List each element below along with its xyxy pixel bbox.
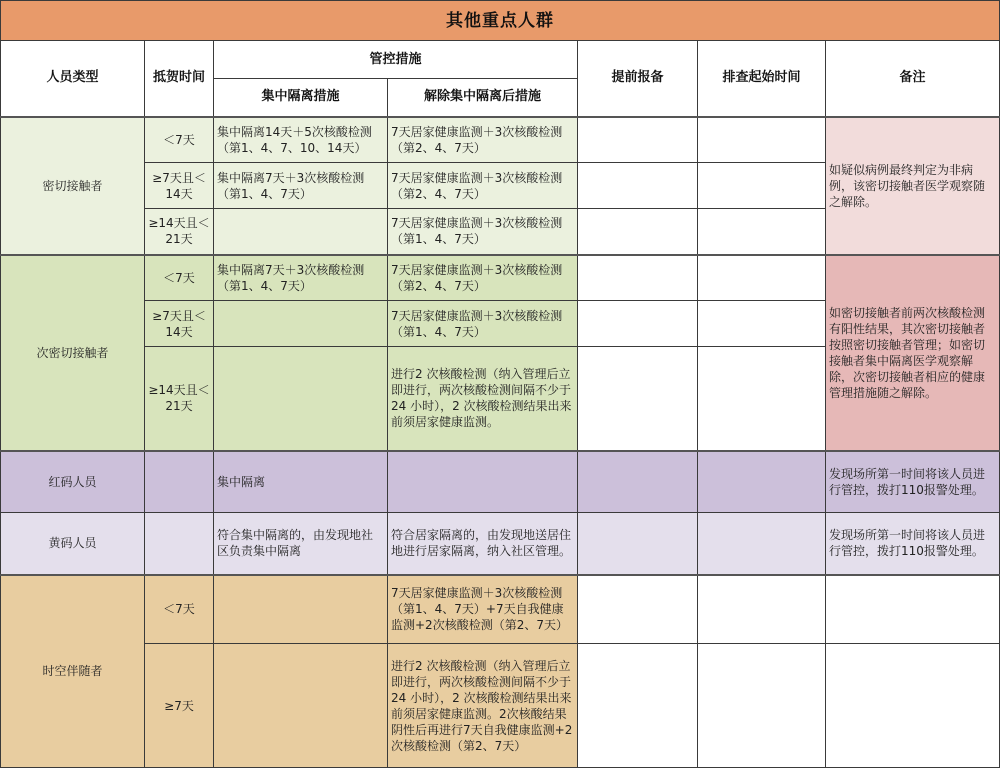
- advance-report-cell: [578, 451, 698, 513]
- header-after-release: 解除集中隔离后措施: [388, 79, 578, 117]
- arrival-time-cell: ≥7天且＜14天: [145, 163, 214, 209]
- remark-cell: [826, 644, 1000, 768]
- isolation-cell: 集中隔离7天＋3次核酸检测（第1、4、7天）: [214, 255, 388, 301]
- isolation-cell: [214, 209, 388, 255]
- after-release-cell: 7天居家健康监测＋3次核酸检测（第2、4、7天）: [388, 255, 578, 301]
- screening-start-cell: [698, 513, 826, 575]
- after-release-cell: 7天居家健康监测＋3次核酸检测（第1、4、7天）: [388, 301, 578, 347]
- advance-report-cell: [578, 347, 698, 451]
- after-release-cell: 进行2 次核酸检测（纳入管理后立即进行，两次核酸检测间隔不少于 24 小时），2 次核酸检测结果出来前须居家健康监测。: [388, 347, 578, 451]
- arrival-time-cell: ＜7天: [145, 575, 214, 644]
- header-screening-start: 排查起始时间: [698, 41, 826, 117]
- screening-start-cell: [698, 451, 826, 513]
- remark-cell: 如疑似病例最终判定为非病例，该密切接触者医学观察随之解除。: [826, 117, 1000, 255]
- arrival-time-cell: [145, 513, 214, 575]
- table-row: [1, 513, 1000, 575]
- person-type-cell: 时空伴随者: [1, 575, 145, 768]
- person-type-cell: 密切接触者: [1, 117, 145, 255]
- arrival-time-cell: ≥14天且＜21天: [145, 209, 214, 255]
- table-row: [1, 451, 1000, 513]
- header-person-type: 人员类型: [1, 41, 145, 117]
- isolation-cell: 集中隔离7天＋3次核酸检测（第1、4、7天）: [214, 163, 388, 209]
- advance-report-cell: [578, 301, 698, 347]
- isolation-cell: [214, 644, 388, 768]
- advance-report-cell: [578, 117, 698, 163]
- arrival-time-cell: ≥7天且＜14天: [145, 301, 214, 347]
- advance-report-cell: [578, 209, 698, 255]
- person-type-cell: 黄码人员: [1, 513, 145, 575]
- after-release-cell: [388, 451, 578, 513]
- after-release-cell: 符合居家隔离的，由发现地送居住地进行居家隔离，纳入社区管理。: [388, 513, 578, 575]
- advance-report-cell: [578, 644, 698, 768]
- after-release-cell: 7天居家健康监测＋3次核酸检测（第1、4、7天）+7天自我健康监测+2次核酸检测（第2、7天）: [388, 575, 578, 644]
- table-row: [1, 255, 1000, 301]
- arrival-time-cell: ＜7天: [145, 117, 214, 163]
- remark-cell: 如密切接触者前两次核酸检测有阳性结果，其次密切接触者按照密切接触者管理；如密切接触者集中隔离医学观察解除，次密切接触者相应的健康管理措施随之解除。: [826, 255, 1000, 451]
- remark-cell: 发现场所第一时间将该人员进行管控，拨打110报警处理。: [826, 451, 1000, 513]
- screening-start-cell: [698, 347, 826, 451]
- screening-start-cell: [698, 301, 826, 347]
- table-title: 其他重点人群: [1, 1, 1000, 41]
- header-arrival-time: 抵贺时间: [145, 41, 214, 117]
- table-row: [1, 575, 1000, 644]
- advance-report-cell: [578, 255, 698, 301]
- isolation-cell: [214, 575, 388, 644]
- after-release-cell: 7天居家健康监测＋3次核酸检测（第1、4、7天）: [388, 209, 578, 255]
- person-type-cell: 红码人员: [1, 451, 145, 513]
- isolation-cell: 集中隔离14天＋5次核酸检测（第1、4、7、10、14天）: [214, 117, 388, 163]
- isolation-cell: 集中隔离: [214, 451, 388, 513]
- arrival-time-cell: ≥14天且＜21天: [145, 347, 214, 451]
- screening-start-cell: [698, 575, 826, 644]
- arrival-time-cell: [145, 451, 214, 513]
- table-row: [1, 117, 1000, 163]
- after-release-cell: 7天居家健康监测＋3次核酸检测（第2、4、7天）: [388, 117, 578, 163]
- header-advance-report: 提前报备: [578, 41, 698, 117]
- arrival-time-cell: ＜7天: [145, 255, 214, 301]
- remark-cell: 发现场所第一时间将该人员进行管控，拨打110报警处理。: [826, 513, 1000, 575]
- person-type-cell: 次密切接触者: [1, 255, 145, 451]
- screening-start-cell: [698, 163, 826, 209]
- advance-report-cell: [578, 163, 698, 209]
- screening-start-cell: [698, 209, 826, 255]
- header-centralized-isolation: 集中隔离措施: [214, 79, 388, 117]
- header-remarks: 备注: [826, 41, 1000, 117]
- screening-start-cell: [698, 255, 826, 301]
- isolation-cell: [214, 347, 388, 451]
- screening-start-cell: [698, 117, 826, 163]
- header-control-measures: 管控措施: [214, 41, 578, 79]
- table-row: [1, 644, 1000, 768]
- remark-cell: [826, 575, 1000, 644]
- isolation-cell: [214, 301, 388, 347]
- isolation-cell: 符合集中隔离的，由发现地社区负责集中隔离: [214, 513, 388, 575]
- after-release-cell: 进行2 次核酸检测（纳入管理后立即进行，两次核酸检测间隔不少于 24 小时），2 次核酸检测结果出来前须居家健康监测。2次核酸结果阴性后再进行7天自我健康监测+2次核酸检测（第2、7天）: [388, 644, 578, 768]
- arrival-time-cell: ≥7天: [145, 644, 214, 768]
- advance-report-cell: [578, 513, 698, 575]
- screening-start-cell: [698, 644, 826, 768]
- after-release-cell: 7天居家健康监测＋3次核酸检测（第2、4、7天）: [388, 163, 578, 209]
- advance-report-cell: [578, 575, 698, 644]
